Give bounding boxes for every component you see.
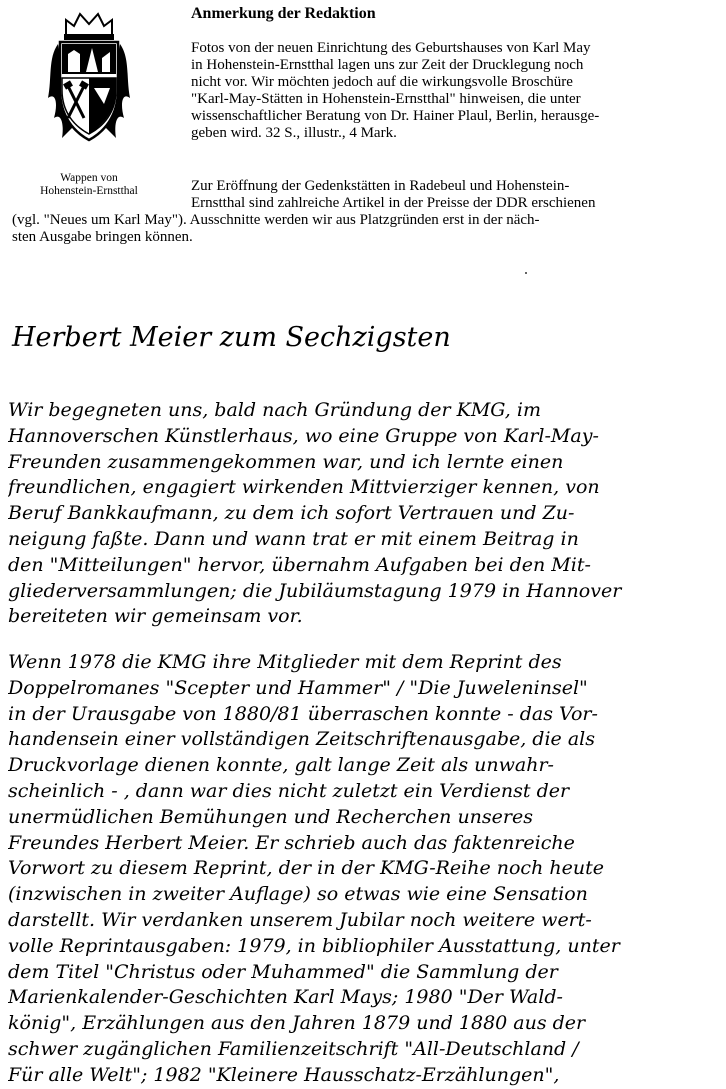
article-paragraph [8, 650, 720, 1089]
text-line: könig", Erzählungen aus den Jahren 1879 und 1880 aus der [8, 1012, 586, 1035]
text-line: in der Urausgabe von 1880/81 überraschen konnte - das Vor- [8, 702, 598, 725]
text-line: Beruf Bankkaufmann, zu dem ich sofort Vertrauen und Zu- [8, 502, 575, 525]
print-speck [525, 272, 527, 274]
text-line: Für alle Welt"; 1982 "Kleinere Hausschatz-Erzählungen", [8, 1063, 560, 1086]
text-line: sten Ausgabe bringen können. [12, 229, 193, 245]
text-line: nicht vor. Wir möchten jedoch auf die wirkungsvolle Broschüre [191, 74, 573, 90]
text-line: Wenn 1978 die KMG ihre Mitglieder mit dem Reprint des [8, 651, 562, 673]
text-line: Ernstthal sind zahlreiche Artikel in der Preisse der DDR erschienen [191, 195, 596, 211]
editorial-note-title: Anmerkung der Redaktion [191, 5, 376, 22]
text-line: dem Titel "Christus oder Muhammed" die Sammlung der [8, 960, 558, 983]
text-line: neigung faßte. Dann und wann trat er mit einem Beitrag in [8, 527, 579, 550]
text-line: darstellt. Wir verdanken unserem Jubilar noch weitere wert- [8, 908, 592, 931]
text-line: scheinlich - , dann war dies nicht zuletzt ein Verdienst der [8, 779, 570, 802]
text-line: volle Reprintausgaben: 1979, in bibliophiler Ausstattung, unter [8, 934, 620, 957]
text-line: Freundes Herbert Meier. Er schrieb auch das faktenreiche [8, 831, 575, 854]
caption-line: Hohenstein-Ernstthal [40, 185, 138, 197]
text-line: Wir begegneten uns, bald nach Gründung der KMG, im [8, 399, 541, 421]
text-line: geben wird. 32 S., illustr., 4 Mark. [191, 125, 397, 141]
coat-of-arms-icon [44, 8, 134, 148]
text-line: Doppelromanes "Scepter und Hammer" / "Die Juweleninsel" [8, 676, 588, 699]
text-line: bereiteten wir gemeinsam vor. [8, 605, 303, 628]
text-line: (vgl. "Neues um Karl May"). Ausschnitte werden wir aus Platzgründen erst in der näch- [12, 212, 540, 228]
text-line: Freunden zusammengekommen war, und ich lernte einen [8, 450, 564, 473]
text-line: in Hohenstein-Ernstthal lagen uns zur Zeit der Drucklegung noch [191, 57, 584, 73]
editorial-note-paragraph [191, 40, 721, 142]
text-line: Druckvorlage dienen konnte, galt lange Zeit als unwahr- [8, 754, 554, 777]
text-line: Fotos von der neuen Einrichtung des Geburtshauses von Karl May [191, 40, 591, 56]
text-line: schwer zugänglichen Familienzeitschrift "All-Deutschland / [8, 1037, 579, 1060]
article-title: Herbert Meier zum Sechzigsten [12, 322, 451, 353]
text-line: Marienkalender-Geschichten Karl Mays; 1980 "Der Wald- [8, 986, 563, 1009]
text-line: wissenschaftlicher Beratung von Dr. Hainer Plaul, Berlin, herausge- [191, 108, 600, 124]
text-line: handensein einer vollständigen Zeitschriftenausgabe, die als [8, 728, 595, 751]
text-line: (inzwischen in zweiter Auflage) so etwas wie eine Sensation [8, 883, 588, 906]
text-line: den "Mitteilungen" hervor, übernahm Aufgaben bei den Mit- [8, 553, 591, 576]
text-line: "Karl-May-Stätten in Hohenstein-Ernstthal" hinweisen, die unter [191, 91, 581, 107]
article-paragraph [8, 398, 720, 630]
text-line: Zur Eröffnung der Gedenkstätten in Radebeul und Hohenstein- [191, 178, 570, 194]
caption-line: Wappen von [60, 172, 118, 184]
text-line: unermüdlichen Bemühungen und Recherchen unseres [8, 805, 533, 828]
text-line: Vorwort zu diesem Reprint, der in der KMG-Reihe noch heute [8, 857, 604, 880]
text-line: freundlichen, engagiert wirkenden Mittvierziger kennen, von [8, 476, 600, 499]
text-line: Hannoverschen Künstlerhaus, wo eine Gruppe von Karl-May- [8, 424, 599, 447]
editorial-note-paragraph [12, 178, 721, 246]
text-line: gliederversammlungen; die Jubiläumstagung 1979 in Hannover [8, 579, 622, 602]
